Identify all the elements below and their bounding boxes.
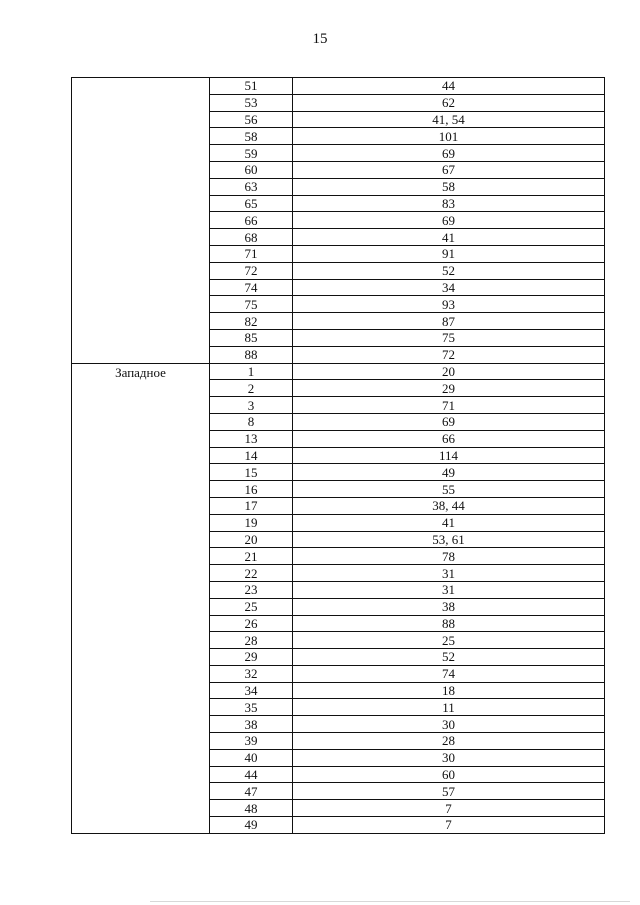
- value-cell: 66: [293, 430, 605, 447]
- table-body: [72, 78, 605, 834]
- value-cell: 52: [293, 262, 605, 279]
- scan-edge-line: [150, 901, 630, 902]
- number-cell: 15: [210, 464, 293, 481]
- number-cell: 35: [210, 699, 293, 716]
- number-cell: 60: [210, 161, 293, 178]
- value-cell: 20: [293, 363, 605, 380]
- value-cell: 34: [293, 279, 605, 296]
- number-cell: 44: [210, 766, 293, 783]
- number-cell: 63: [210, 178, 293, 195]
- value-cell: 69: [293, 212, 605, 229]
- value-cell: 78: [293, 548, 605, 565]
- value-cell: 38, 44: [293, 497, 605, 514]
- value-cell: 93: [293, 296, 605, 313]
- value-cell: 55: [293, 481, 605, 498]
- table-row: [72, 363, 605, 380]
- number-cell: 65: [210, 195, 293, 212]
- page-number: 15: [312, 31, 328, 47]
- value-cell: 30: [293, 749, 605, 766]
- number-cell: 34: [210, 682, 293, 699]
- value-cell: 41, 54: [293, 111, 605, 128]
- value-cell: 62: [293, 94, 605, 111]
- number-cell: 56: [210, 111, 293, 128]
- number-cell: 82: [210, 313, 293, 330]
- number-cell: 72: [210, 262, 293, 279]
- number-cell: 53: [210, 94, 293, 111]
- number-cell: 2: [210, 380, 293, 397]
- number-cell: 1: [210, 363, 293, 380]
- value-cell: 38: [293, 598, 605, 615]
- value-cell: 88: [293, 615, 605, 632]
- value-cell: 69: [293, 413, 605, 430]
- number-cell: 19: [210, 514, 293, 531]
- value-cell: 25: [293, 632, 605, 649]
- number-cell: 23: [210, 581, 293, 598]
- number-cell: 14: [210, 447, 293, 464]
- value-cell: 29: [293, 380, 605, 397]
- number-cell: 3: [210, 397, 293, 414]
- number-cell: 32: [210, 665, 293, 682]
- value-cell: 75: [293, 329, 605, 346]
- value-cell: 72: [293, 346, 605, 363]
- value-cell: 87: [293, 313, 605, 330]
- number-cell: 39: [210, 733, 293, 750]
- value-cell: 44: [293, 78, 605, 95]
- number-cell: 38: [210, 716, 293, 733]
- value-cell: 83: [293, 195, 605, 212]
- number-cell: 88: [210, 346, 293, 363]
- value-cell: 91: [293, 245, 605, 262]
- value-cell: 52: [293, 649, 605, 666]
- number-cell: 68: [210, 229, 293, 246]
- number-cell: 40: [210, 749, 293, 766]
- number-cell: 71: [210, 245, 293, 262]
- number-cell: 85: [210, 329, 293, 346]
- number-cell: 25: [210, 598, 293, 615]
- value-cell: 53, 61: [293, 531, 605, 548]
- number-cell: 26: [210, 615, 293, 632]
- value-cell: 49: [293, 464, 605, 481]
- number-cell: 28: [210, 632, 293, 649]
- value-cell: 58: [293, 178, 605, 195]
- number-cell: 16: [210, 481, 293, 498]
- value-cell: 11: [293, 699, 605, 716]
- table-row: [72, 78, 605, 95]
- number-cell: 21: [210, 548, 293, 565]
- number-cell: 22: [210, 565, 293, 582]
- value-cell: 7: [293, 817, 605, 834]
- number-cell: 66: [210, 212, 293, 229]
- district-cell: Западное: [72, 363, 210, 833]
- value-cell: 31: [293, 581, 605, 598]
- value-cell: 69: [293, 145, 605, 162]
- number-cell: 48: [210, 800, 293, 817]
- number-cell: 17: [210, 497, 293, 514]
- allocation-table: [71, 77, 605, 834]
- number-cell: 29: [210, 649, 293, 666]
- value-cell: 71: [293, 397, 605, 414]
- value-cell: 101: [293, 128, 605, 145]
- number-cell: 49: [210, 817, 293, 834]
- number-cell: 74: [210, 279, 293, 296]
- number-cell: 51: [210, 78, 293, 95]
- value-cell: 31: [293, 565, 605, 582]
- value-cell: 28: [293, 733, 605, 750]
- number-cell: 75: [210, 296, 293, 313]
- number-cell: 20: [210, 531, 293, 548]
- value-cell: 67: [293, 161, 605, 178]
- value-cell: 18: [293, 682, 605, 699]
- number-cell: 58: [210, 128, 293, 145]
- number-cell: 47: [210, 783, 293, 800]
- value-cell: 114: [293, 447, 605, 464]
- value-cell: 60: [293, 766, 605, 783]
- district-cell: [72, 78, 210, 364]
- value-cell: 57: [293, 783, 605, 800]
- number-cell: 8: [210, 413, 293, 430]
- value-cell: 30: [293, 716, 605, 733]
- number-cell: 13: [210, 430, 293, 447]
- value-cell: 41: [293, 229, 605, 246]
- number-cell: 59: [210, 145, 293, 162]
- value-cell: 41: [293, 514, 605, 531]
- value-cell: 74: [293, 665, 605, 682]
- value-cell: 7: [293, 800, 605, 817]
